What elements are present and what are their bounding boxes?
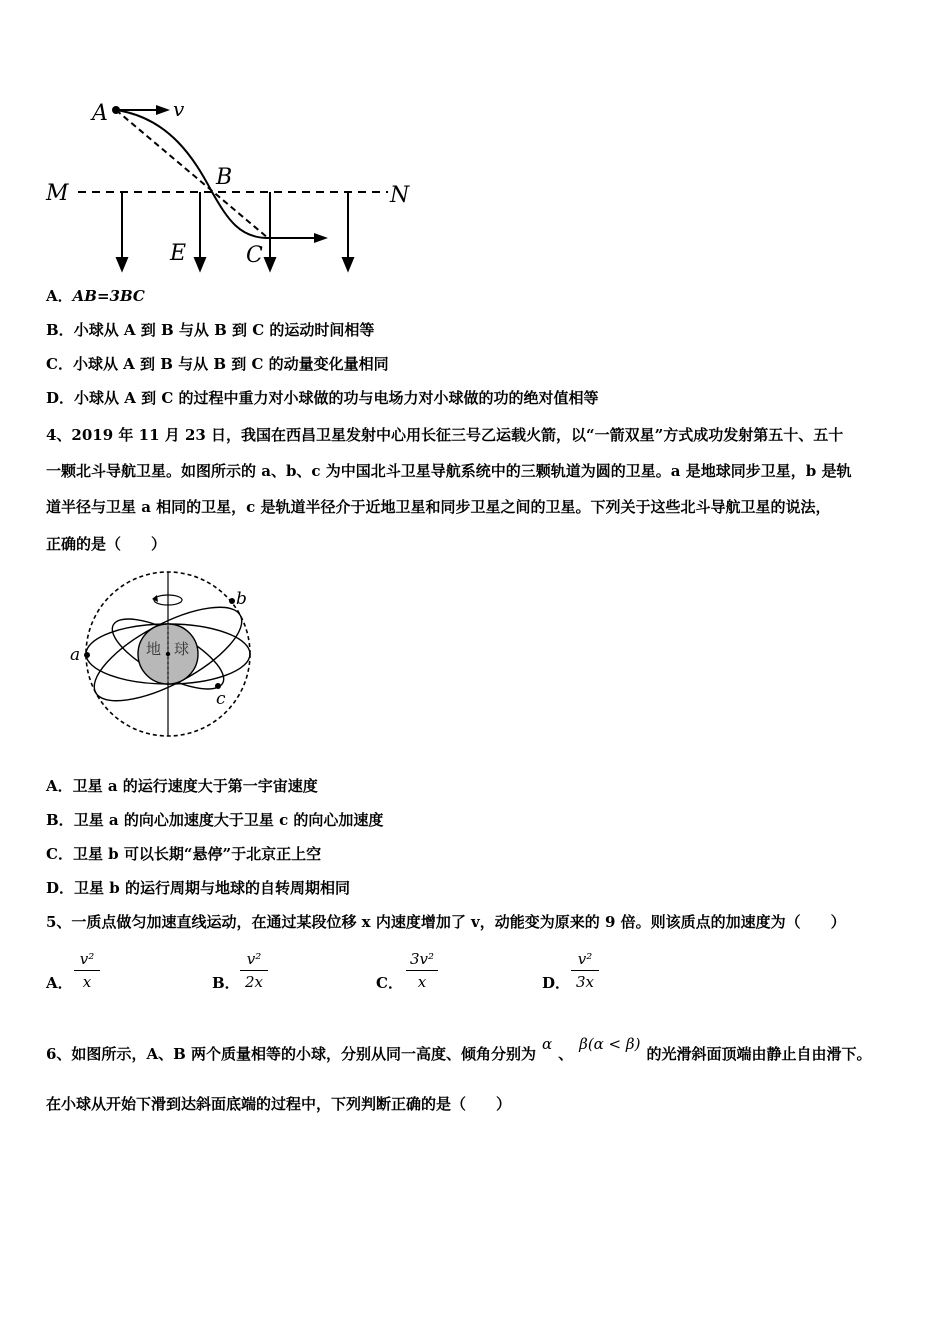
- ac-dashed-chord: [116, 110, 268, 238]
- label-A: A: [92, 101, 108, 126]
- fraction-numerator: 3v²: [409, 950, 435, 968]
- earth-label-right: 球: [174, 640, 190, 658]
- q5-option-a-key: A．: [46, 974, 73, 992]
- q5-option-c-key: C．: [376, 974, 403, 992]
- orbit-figure: [66, 568, 266, 744]
- q3-option-d: D．小球从 A 到 C 的过程中重力对小球做的功与电场力对小球做的功的绝对值相等: [46, 389, 599, 407]
- fraction-denominator: x: [82, 973, 92, 991]
- q6-stem-line-1: 6、如图所示，A、B 两个质量相等的小球，分别从同一高度、倾角分别为α、β(α < β)的光滑斜面顶端由静止自由滑下。: [46, 1035, 872, 1063]
- label-E: E: [170, 241, 187, 266]
- q4-option-d: D．卫星 b 的运行周期与地球的自转周期相同: [46, 879, 350, 897]
- q5-option-b-fraction: [240, 950, 268, 991]
- label-B: B: [216, 165, 233, 190]
- label-M: M: [46, 181, 69, 206]
- satellite-a: [84, 652, 90, 658]
- field-arrows: [117, 192, 353, 270]
- q6-stem-line-2: 在小球从开始下滑到达斜面底端的过程中，下列判断正确的是（ ）: [46, 1095, 512, 1113]
- q4-option-b: B．卫星 a 的向心加速度大于卫星 c 的向心加速度: [46, 811, 384, 829]
- earth-label-left: 地: [146, 640, 162, 658]
- q4-option-a: A．卫星 a 的运行速度大于第一宇宙速度: [46, 777, 318, 795]
- q4-stem-line-3: 道半径与卫星 a 相同的卫星，c 是轨道半径介于近地卫星和同步卫星之间的卫星。下列关于这些北斗导航卫星的说法，: [46, 498, 831, 516]
- q4-stem-line-4: 正确的是（ ）: [46, 535, 167, 553]
- label-a: a: [70, 645, 81, 665]
- label-C: C: [246, 243, 263, 268]
- fraction-numerator: v²: [577, 950, 593, 968]
- alpha-symbol: α: [541, 1035, 553, 1053]
- label-b: b: [236, 589, 247, 609]
- fraction-denominator: x: [417, 973, 427, 991]
- q3-option-c: C．小球从 A 到 B 与从 B 到 C 的动量变化量相同: [46, 355, 389, 373]
- q5-option-c-fraction: [406, 950, 438, 991]
- fraction-denominator: 3x: [575, 973, 594, 991]
- projectile-figure: [40, 90, 420, 280]
- fraction-denominator: 2x: [244, 973, 263, 991]
- q5-option-d-key: D．: [542, 974, 571, 992]
- q4-stem-line-1: 4、2019 年 11 月 23 日，我国在西昌卫星发射中心用长征三号乙运载火箭，以“一箭双星”方式成功发射第五十、五十: [46, 426, 844, 444]
- fraction-numerator: v²: [246, 950, 262, 968]
- q5-option-b-key: B．: [212, 974, 240, 992]
- label-v: v: [173, 97, 185, 121]
- q3-option-a: A．AB=3BC: [46, 287, 145, 305]
- q4-stem-line-2: 一颗北斗导航卫星。如图所示的 a、b、c 为中国北斗卫星导航系统中的三颗轨道为圆的卫星。a 是地球同步卫星，b 是轨: [46, 462, 852, 480]
- beta-expression: β(α < β): [579, 1035, 641, 1053]
- q4-option-c: C．卫星 b 可以长期“悬停”于北京正上空: [46, 845, 322, 863]
- q3-option-b: B．小球从 A 到 B 与从 B 到 C 的运动时间相等: [46, 321, 375, 339]
- fraction-numerator: v²: [79, 950, 95, 968]
- q5-option-d-fraction: [571, 950, 599, 991]
- q5-stem: 5、一质点做匀加速直线运动，在通过某段位移 x 内速度增加了 v，动能变为原来的 9 倍。则该质点的加速度为（ ）: [46, 913, 846, 931]
- label-N: N: [390, 183, 410, 208]
- satellite-b: [229, 598, 235, 604]
- q5-option-a-fraction: [74, 950, 100, 991]
- label-c: c: [216, 689, 226, 709]
